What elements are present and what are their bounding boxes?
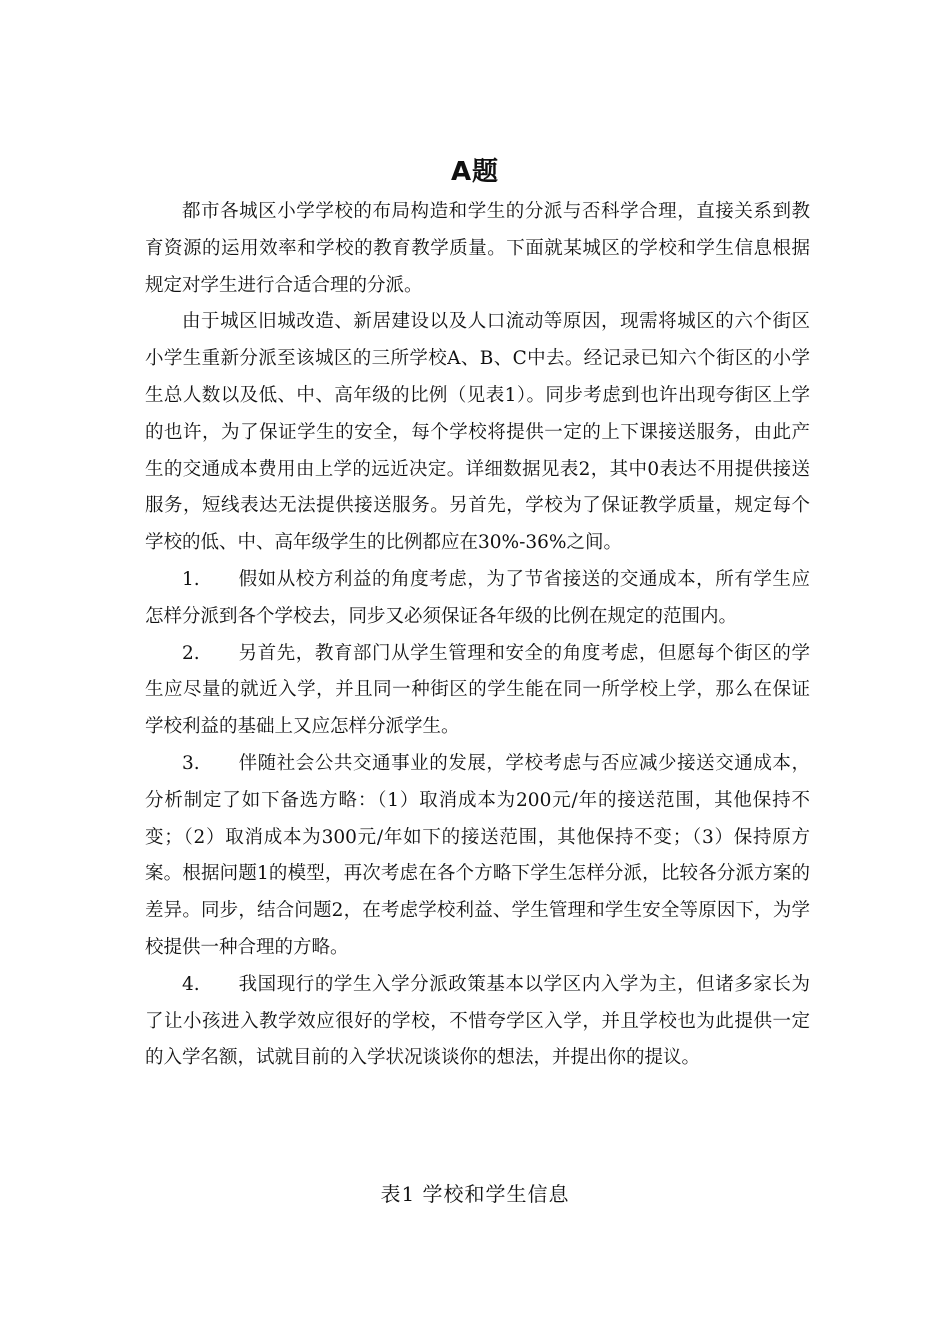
question-number: 1.	[182, 568, 200, 590]
question-text: 假如从校方利益的角度考虑，为了节省接送的交通成本，所有学生应怎样分派到各个学校去，同步又必须保证各年级的比例在规定的范围内。	[145, 568, 810, 627]
question-number: 4.	[182, 973, 200, 995]
page-title: A题	[450, 157, 500, 187]
question-item-2	[145, 636, 810, 746]
intro-paragraph: 都市各城区小学学校的布局构造和学生的分派与否科学合理，直接关系到教育资源的运用效率和学校的教育教学质量。下面就某城区的学校和学生信息根据规定对学生进行合适合理的分派。	[145, 201, 810, 296]
question-text: 另首先，教育部门从学生管理和安全的角度考虑，但愿每个街区的学生应尽量的就近入学，并且同一种街区的学生能在同一所学校上学，那么在保证学校利益的基础上又应怎样分派学生。	[145, 642, 810, 738]
question-item-4	[145, 967, 810, 1077]
table-caption: 表1 学校和学生信息	[380, 1182, 570, 1206]
body-text	[145, 194, 810, 1077]
question-text: 伴随社会公共交通事业的发展，学校考虑与否应减少接送交通成本，分析制定了如下备选方略：（1）取消成本为200元/年的接送范围，其他保持不变；（2）取消成本为300元/年如下的接送范围，其他保持不变；（3）保持原方案。根据问题1的模型，再次考虑在各个方略下学生怎样分派，比较各分派方案的差异。同步，结合问题2，在考虑学校利益、学生管理和学生安全等原因下，为学校提供一种合理的方略。	[145, 752, 810, 958]
question-text: 我国现行的学生入学分派政策基本以学区内入学为主，但诸多家长为了让小孩进入教学效应很好的学校，不惜夸学区入学，并且学校也为此提供一定的入学名额，试就目前的入学状况谈谈你的想法，并提出你的提议。	[145, 973, 810, 1069]
question-number: 3.	[182, 752, 200, 774]
question-number: 2.	[182, 642, 200, 664]
question-item-3	[145, 746, 810, 967]
question-item-1	[145, 562, 810, 636]
background-paragraph: 由于城区旧城改造、新居建设以及人口流动等原因，现需将城区的六个街区小学生重新分派至该城区的三所学校A、B、C中去。经记录已知六个街区的小学生总人数以及低、中、高年级的比例（见表1）。同步考虑到也许出现夸街区上学的也许，为了保证学生的安全，每个学校将提供一定的上下课接送服务，由此产生的交通成本费用由上学的远近决定。详细数据见表2，其中0表达不用提供接送服务，短线表达无法提供接送服务。另首先，学校为了保证教学质量，规定每个学校的低、中、高年级学生的比例都应在30%-36%之间。	[145, 311, 810, 554]
